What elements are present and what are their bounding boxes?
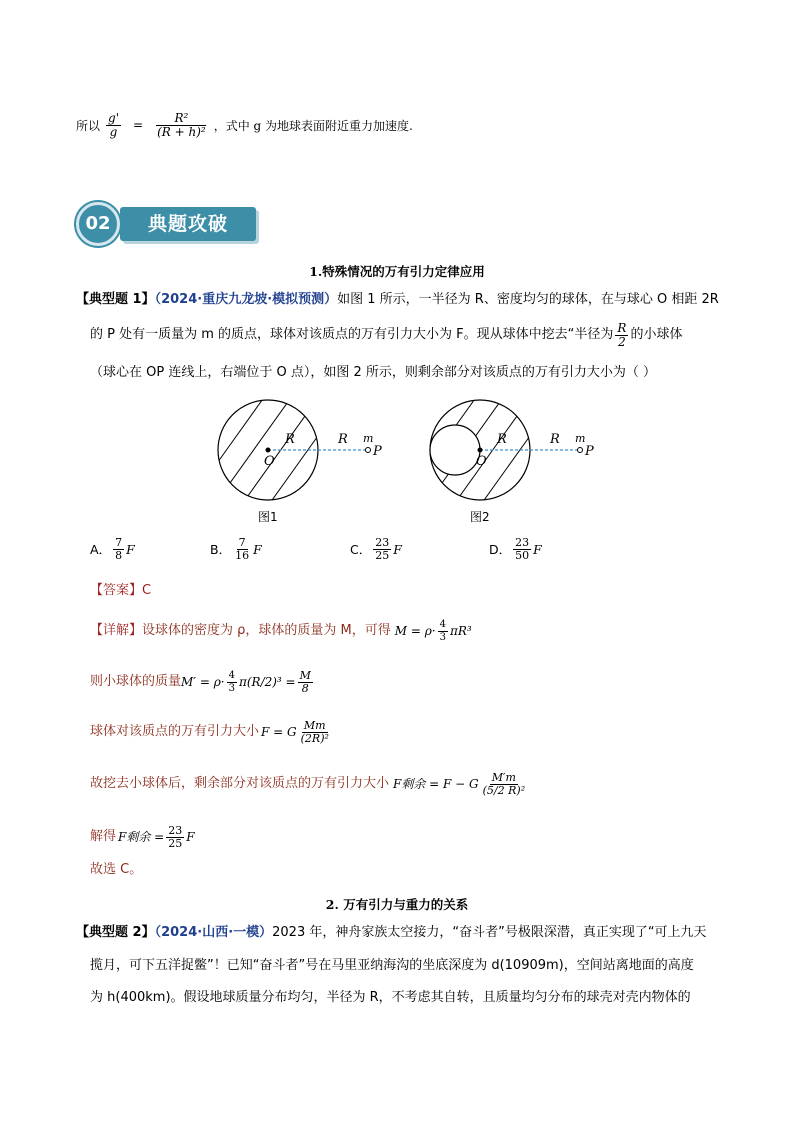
section-number-badge: 02 xyxy=(76,202,120,246)
option-d-num: 23 xyxy=(515,536,530,549)
top-formula-rhs xyxy=(155,112,208,139)
option-a-letter: A． xyxy=(90,542,112,558)
option-b-den: 16 xyxy=(235,548,250,562)
option-b-num: 7 xyxy=(238,536,246,549)
figure1-label-o: O xyxy=(264,454,275,469)
option-b[interactable] xyxy=(210,537,262,562)
figure2-label-m: m xyxy=(575,432,586,445)
option-c-var: F xyxy=(393,541,402,557)
detail-formula1-tail: πR³ xyxy=(449,624,472,639)
figure1-label-p: P xyxy=(373,444,382,459)
question1-line1 xyxy=(76,292,719,308)
detail-fraction2-result-den: 8 xyxy=(301,681,309,695)
detail-line5 xyxy=(90,825,195,850)
option-d-den: 50 xyxy=(515,548,530,562)
detail-fraction4-num: M′m xyxy=(491,771,516,784)
question1-line3: （球心在 OP 连线上，右端位于 O 点），如图 2 所示，则剩余部分对该质点的万有引力大小为（ ） xyxy=(90,365,657,380)
detail-text4: 故挖去小球体后，剩余部分对该质点的万有引力大小 xyxy=(90,776,390,792)
detail-fraction1-den: 3 xyxy=(439,631,446,643)
figure1-center-dot xyxy=(266,448,271,453)
answer-label: 【答案】 xyxy=(90,583,143,598)
part2-title: 2. 万有引力与重力的关系 xyxy=(325,897,469,912)
detail-text2: 则小球体的质量 xyxy=(90,674,182,690)
option-c-fraction xyxy=(373,537,391,562)
figure2-hollow-cavity xyxy=(430,425,480,475)
question1-text1: 如图 1 所示，一半径为 R、密度均匀的球体，在与球心 O 相距 2R xyxy=(337,292,719,307)
detail-text5: 解得 xyxy=(90,829,117,845)
detail-text3: 球体对该质点的万有引力大小 xyxy=(90,724,260,740)
question1-text2-tail: 的小球体 xyxy=(630,327,683,343)
detail-formula3: F = G xyxy=(261,725,297,740)
top-formula xyxy=(76,112,413,139)
option-d-fraction xyxy=(513,537,531,562)
figure2-label-o: O xyxy=(476,454,487,469)
figure1-label-r2: R xyxy=(338,432,348,447)
top-formula-lhs xyxy=(106,112,121,139)
answer-value: C xyxy=(142,583,152,598)
question1-radius-fraction xyxy=(615,322,628,349)
detail-line6: 故选 C。 xyxy=(90,862,143,877)
top-formula-prefix: 所以 xyxy=(76,118,101,133)
fraction-denominator: 2 xyxy=(618,334,626,349)
question1-line2 xyxy=(90,322,682,349)
answer-line xyxy=(90,583,151,599)
question1-label: 【典型题 1】 xyxy=(76,292,155,307)
lhs-denominator: g xyxy=(109,124,118,139)
equals-sign: = xyxy=(133,118,144,133)
detail-fraction2-den: 3 xyxy=(228,682,235,694)
option-a[interactable] xyxy=(90,537,135,562)
detail-formula1: M = ρ· xyxy=(394,624,436,639)
detail-line3 xyxy=(90,720,333,745)
figure1-label-m: m xyxy=(363,432,374,445)
detail-formula2-mid: π(R/2)³ = xyxy=(238,675,296,690)
figure2-label-r1: R xyxy=(497,432,507,447)
detail-fraction5 xyxy=(166,825,184,850)
question2-line2: 揽月，可下五洋捉鳖”！已知“奋斗者”号在马里亚纳海沟的坐底深度为 d(10909m)，空间站离地面的高度 xyxy=(90,958,694,973)
option-b-var: F xyxy=(253,541,262,557)
option-a-num: 7 xyxy=(115,536,123,549)
detail-fraction4-den: (5/2 R)² xyxy=(482,783,526,797)
top-formula-suffix: ，式中 g 为地球表面附近重力加速度. xyxy=(213,118,413,133)
figure2-caption: 图2 xyxy=(470,510,490,524)
option-a-var: F xyxy=(126,541,135,557)
detail-fraction5-num: 23 xyxy=(168,824,183,837)
option-c-den: 25 xyxy=(375,548,390,562)
detail-fraction2-num: 4 xyxy=(228,670,235,682)
detail-line1 xyxy=(90,620,472,643)
question2-text1: 2023 年，神舟家族太空接力，“奋斗者”号极限深潜，真正实现了“可上九天 xyxy=(272,925,707,940)
detail-formula4: F剩余 = F − G xyxy=(393,777,479,792)
figure2-sphere xyxy=(372,395,552,530)
question1-text2: 的 P 处有一质量为 m 的质点，球体对该质点的万有引力大小为 F。现从球体中挖去“半径为 xyxy=(90,327,614,343)
question1-source: （2024·重庆九龙坡·模拟预测） xyxy=(154,292,338,307)
rhs-numerator: R² xyxy=(156,112,206,126)
detail-fraction3 xyxy=(299,720,331,745)
detail-formula5: F剩余 = xyxy=(118,830,165,845)
rhs-denominator: (R + h)² xyxy=(157,124,206,139)
option-c-letter: C． xyxy=(350,542,372,558)
figure1-label-r1: R xyxy=(285,432,295,447)
detail-fraction2 xyxy=(227,671,237,694)
detail-fraction1-num: 4 xyxy=(439,619,446,630)
question2-line3: 为 h(400km)。假设地球质量分布均匀，半径为 R，不考虑其自转，且质量均匀分布的球壳对壳内物体的 xyxy=(90,990,691,1005)
detail-fraction4 xyxy=(481,772,527,797)
lhs-numerator: g' xyxy=(108,111,119,125)
option-d-letter: D． xyxy=(489,542,512,558)
option-d[interactable] xyxy=(489,537,542,562)
detail-fraction2-result-num: M xyxy=(299,669,311,682)
figure2-label-r2: R xyxy=(550,432,560,447)
question1-figures xyxy=(200,395,620,530)
part1-title: 1.特殊情况的万有引力定律应用 xyxy=(309,264,485,279)
detail-fraction2-result xyxy=(298,670,313,695)
option-c-num: 23 xyxy=(375,536,390,549)
detail-formula2: M′ = ρ· xyxy=(181,675,225,690)
figure2-point-p xyxy=(578,448,583,453)
question2-source: （2024·山西·一模） xyxy=(154,925,273,940)
figure1-point-p xyxy=(366,448,371,453)
detail-text1: 设球体的密度为 ρ，球体的质量为 M，可得 xyxy=(142,623,391,639)
option-b-fraction xyxy=(233,537,251,562)
detail-label: 【详解】 xyxy=(90,623,143,639)
fraction-numerator: R xyxy=(617,321,627,335)
option-b-letter: B． xyxy=(210,542,232,558)
detail-fraction5-den: 25 xyxy=(168,836,183,850)
detail-fraction3-den: (2R)² xyxy=(300,731,329,745)
figure1-caption: 图1 xyxy=(258,510,278,524)
figure2-label-p: P xyxy=(585,444,594,459)
figure2-center-dot xyxy=(478,448,483,453)
option-d-var: F xyxy=(533,541,542,557)
question2-label: 【典型题 2】 xyxy=(76,925,155,940)
section-title-banner: 典题攻破 xyxy=(120,207,256,241)
question2-line1 xyxy=(76,925,707,941)
detail-fraction3-num: Mm xyxy=(303,719,326,732)
option-a-den: 8 xyxy=(115,548,123,562)
option-c[interactable] xyxy=(350,537,402,562)
detail-formula5-var: F xyxy=(186,830,195,845)
option-a-fraction xyxy=(113,537,124,562)
detail-line4 xyxy=(90,772,529,797)
detail-fraction1 xyxy=(438,620,448,643)
detail-line2 xyxy=(90,670,315,695)
